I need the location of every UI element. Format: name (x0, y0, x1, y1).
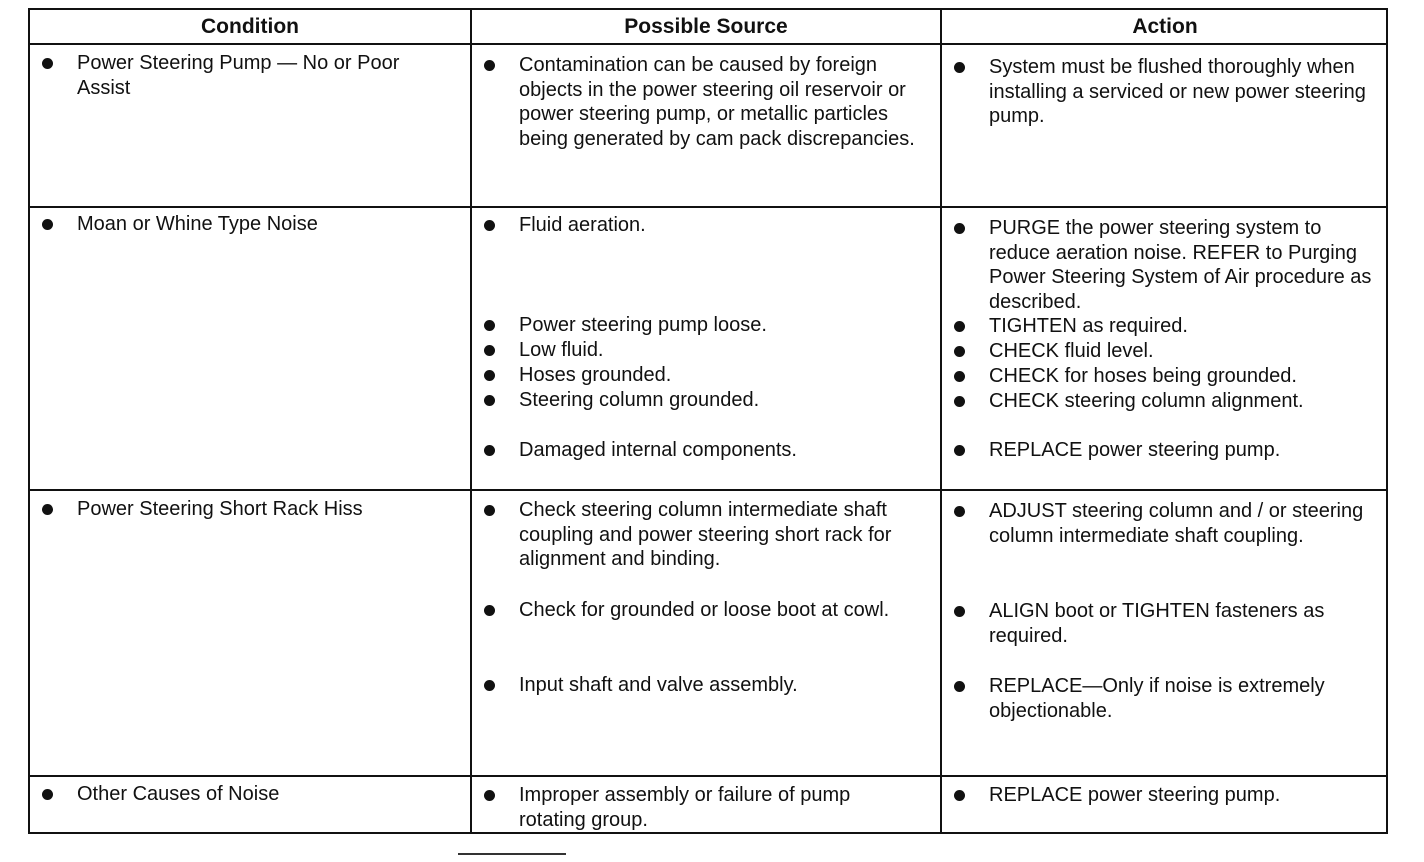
bullet-icon (954, 681, 965, 692)
source-item: Damaged internal components. (472, 438, 920, 463)
row-4-source-cell (472, 783, 920, 833)
condition-item: Power Steering Short Rack Hiss (30, 497, 450, 522)
bullet-icon (484, 345, 495, 356)
row-3-source-cell (472, 498, 920, 768)
action-item: REPLACE power steering pump. (942, 438, 1382, 463)
bullet-icon (954, 321, 965, 332)
row-1-source-cell (472, 53, 920, 203)
source-item: Check steering column intermediate shaft coupling and power steering short rack for alignment and binding. (472, 498, 920, 572)
source-item: Low fluid. (472, 338, 920, 363)
bullet-icon (484, 605, 495, 616)
bullet-icon (42, 58, 53, 69)
bullet-icon (484, 680, 495, 691)
row-divider (30, 206, 1386, 208)
condition-item: Moan or Whine Type Noise (30, 212, 450, 237)
source-item: Improper assembly or failure of pump rotating group. (472, 783, 920, 832)
action-item: CHECK for hoses being grounded. (942, 364, 1382, 389)
source-item: Power steering pump loose. (472, 313, 920, 338)
source-item: Check for grounded or loose boot at cowl. (472, 598, 920, 623)
row-3-action-cell (942, 499, 1382, 769)
row-3-condition-cell (30, 497, 450, 767)
bullet-icon (484, 505, 495, 516)
source-item: Hoses grounded. (472, 363, 920, 388)
bullet-icon (954, 371, 965, 382)
header-action: Action (1132, 14, 1198, 38)
source-item: Contamination can be caused by foreign objects in the power steering oil reservoir or power steering pump, or metallic particles being generated by cam pack discrepancies. (472, 53, 920, 151)
bullet-icon (954, 223, 965, 234)
row-divider (30, 489, 1386, 491)
condition-item: Power Steering Pump — No or Poor Assist (30, 51, 450, 100)
action-item: ALIGN boot or TIGHTEN fasteners as required. (942, 599, 1382, 648)
action-item: ADJUST steering column and / or steering column intermediate shaft coupling. (942, 499, 1382, 548)
action-item: CHECK fluid level. (942, 339, 1382, 364)
action-item: REPLACE—Only if noise is extremely objectionable. (942, 674, 1382, 723)
action-item: PURGE the power steering system to reduce aeration noise. REFER to Purging Power Steering System of Air procedure as described. (942, 216, 1382, 314)
source-item: Input shaft and valve assembly. (472, 673, 920, 698)
header-possible-source: Possible Source (624, 14, 788, 38)
footer-rule (458, 853, 566, 855)
bullet-icon (42, 789, 53, 800)
source-item: Fluid aeration. (472, 213, 920, 238)
row-2-condition-cell (30, 212, 450, 482)
header-condition: Condition (201, 14, 299, 38)
action-item: TIGHTEN as required. (942, 314, 1382, 339)
row-divider (30, 775, 1386, 777)
bullet-icon (484, 790, 495, 801)
row-4-action-cell (942, 783, 1382, 833)
bullet-icon (954, 506, 965, 517)
condition-item: Other Causes of Noise (30, 782, 450, 807)
bullet-icon (954, 445, 965, 456)
action-item: REPLACE power steering pump. (942, 783, 1382, 808)
header-divider (30, 43, 1386, 45)
bullet-icon (954, 790, 965, 801)
bullet-icon (484, 445, 495, 456)
row-2-action-cell (942, 216, 1382, 486)
action-item: CHECK steering column alignment. (942, 389, 1382, 414)
bullet-icon (954, 606, 965, 617)
bullet-icon (484, 320, 495, 331)
diagnosis-table (28, 8, 1388, 834)
row-1-action-cell (942, 55, 1382, 205)
bullet-icon (42, 219, 53, 230)
bullet-icon (954, 62, 965, 73)
action-item: System must be flushed thoroughly when installing a serviced or new power steering pump. (942, 55, 1382, 129)
bullet-icon (484, 60, 495, 71)
source-item: Steering column grounded. (472, 388, 920, 413)
row-1-condition-cell (30, 51, 450, 201)
bullet-icon (42, 504, 53, 515)
bullet-icon (954, 396, 965, 407)
bullet-icon (954, 346, 965, 357)
row-2-source-cell (472, 213, 920, 483)
bullet-icon (484, 370, 495, 381)
row-4-condition-cell (30, 782, 450, 832)
bullet-icon (484, 220, 495, 231)
bullet-icon (484, 395, 495, 406)
